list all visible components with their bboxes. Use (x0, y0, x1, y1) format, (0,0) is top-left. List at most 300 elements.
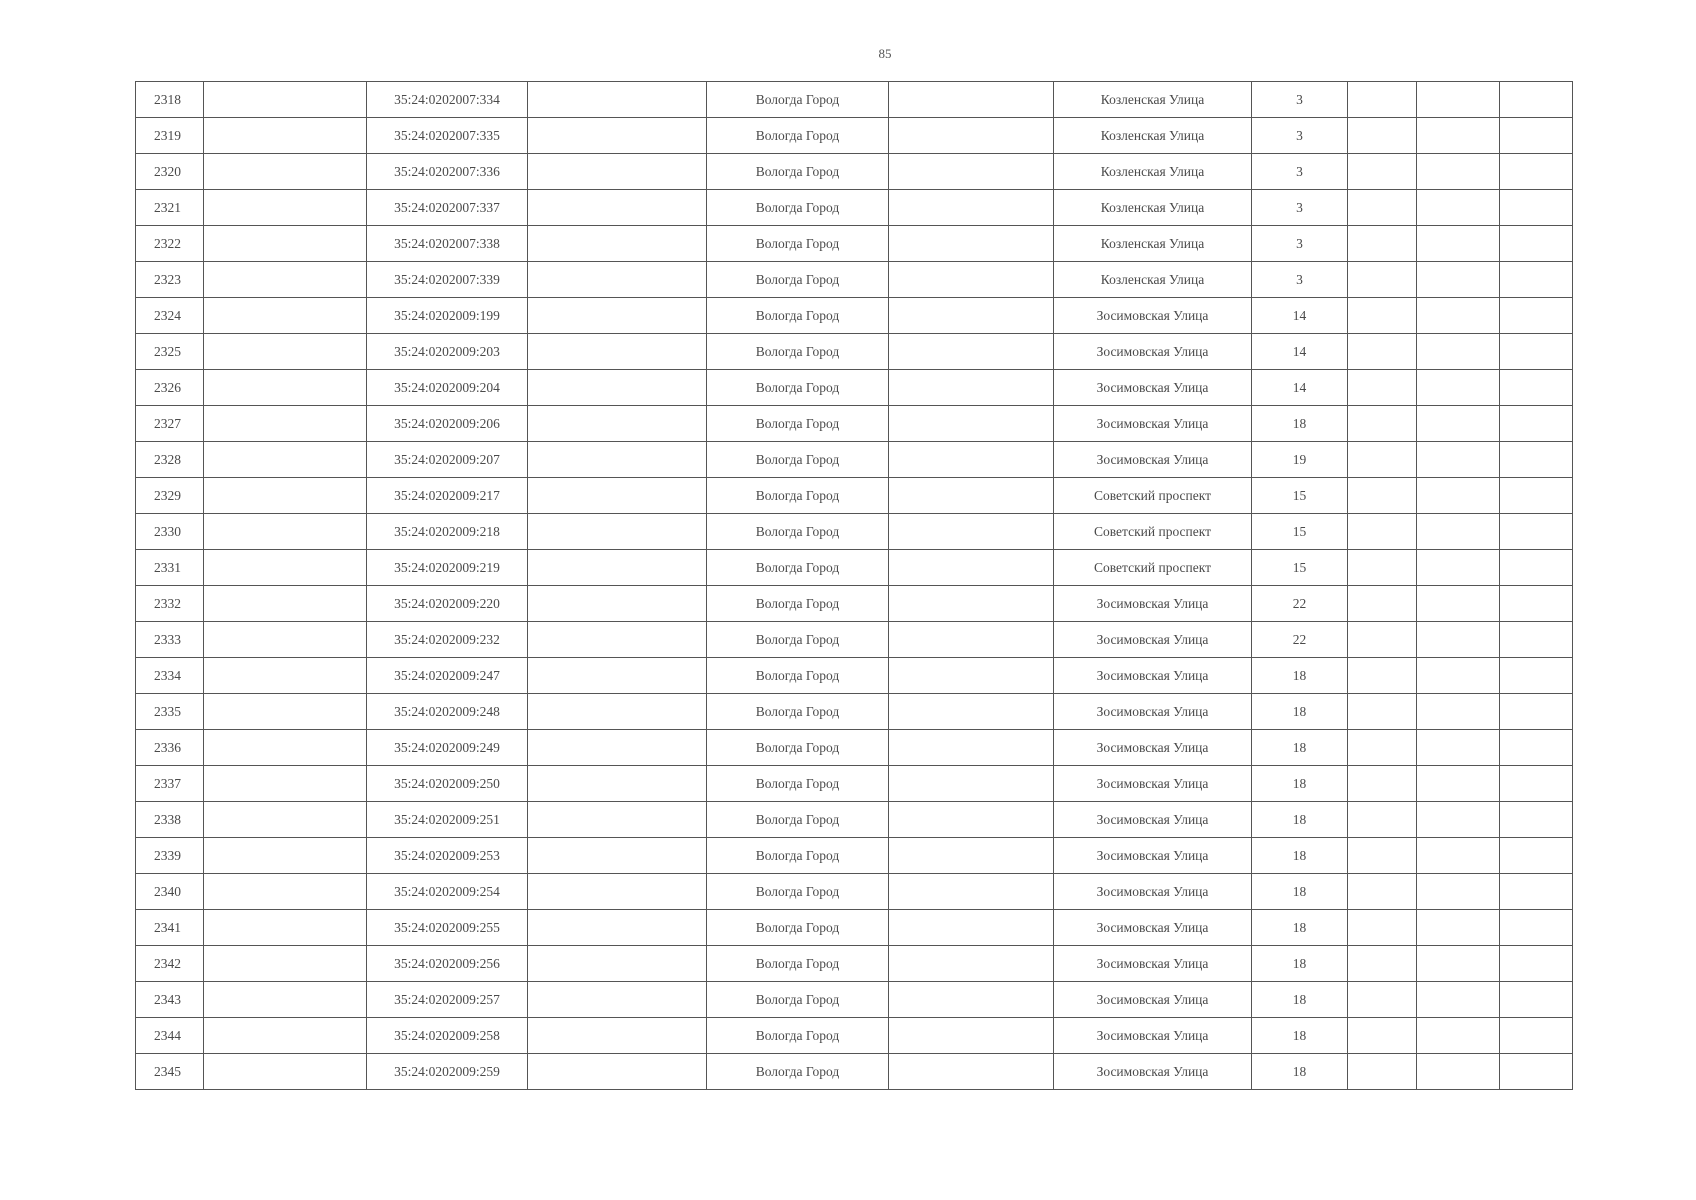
empty-cell (1500, 982, 1573, 1018)
row-number-cell: 2331 (136, 550, 204, 586)
cadastral-number-cell: 35:24:0202007:339 (367, 262, 528, 298)
empty-cell (889, 298, 1054, 334)
empty-cell (204, 478, 367, 514)
house-number-cell: 19 (1252, 442, 1348, 478)
row-number-cell: 2334 (136, 658, 204, 694)
empty-cell (204, 406, 367, 442)
row-number-cell: 2336 (136, 730, 204, 766)
table-row (136, 226, 1573, 262)
street-cell: Зосимовская Улица (1054, 586, 1252, 622)
cadastral-number-cell: 35:24:0202009:203 (367, 334, 528, 370)
empty-cell (1417, 190, 1500, 226)
row-number-cell: 2323 (136, 262, 204, 298)
row-number-cell: 2325 (136, 334, 204, 370)
empty-cell (889, 370, 1054, 406)
empty-cell (1500, 298, 1573, 334)
empty-cell (204, 370, 367, 406)
row-number-cell: 2341 (136, 910, 204, 946)
street-cell: Зосимовская Улица (1054, 658, 1252, 694)
house-number-cell: 14 (1252, 370, 1348, 406)
city-cell: Вологда Город (707, 118, 889, 154)
empty-cell (1348, 658, 1417, 694)
table-row (136, 478, 1573, 514)
empty-cell (1348, 442, 1417, 478)
empty-cell (528, 982, 707, 1018)
empty-cell (1417, 874, 1500, 910)
city-cell: Вологда Город (707, 874, 889, 910)
empty-cell (1417, 694, 1500, 730)
city-cell: Вологда Город (707, 802, 889, 838)
cadastral-number-cell: 35:24:0202009:219 (367, 550, 528, 586)
empty-cell (1500, 514, 1573, 550)
house-number-cell: 18 (1252, 658, 1348, 694)
street-cell: Зосимовская Улица (1054, 838, 1252, 874)
city-cell: Вологда Город (707, 910, 889, 946)
empty-cell (1417, 226, 1500, 262)
city-cell: Вологда Город (707, 514, 889, 550)
empty-cell (204, 766, 367, 802)
row-number-cell: 2333 (136, 622, 204, 658)
empty-cell (1417, 766, 1500, 802)
street-cell: Зосимовская Улица (1054, 982, 1252, 1018)
empty-cell (528, 658, 707, 694)
empty-cell (204, 154, 367, 190)
empty-cell (1348, 550, 1417, 586)
row-number-cell: 2319 (136, 118, 204, 154)
empty-cell (1500, 694, 1573, 730)
empty-cell (1500, 478, 1573, 514)
empty-cell (1348, 946, 1417, 982)
empty-cell (204, 946, 367, 982)
empty-cell (1348, 838, 1417, 874)
row-number-cell: 2339 (136, 838, 204, 874)
cadastral-number-cell: 35:24:0202007:337 (367, 190, 528, 226)
empty-cell (528, 874, 707, 910)
row-number-cell: 2338 (136, 802, 204, 838)
empty-cell (204, 334, 367, 370)
empty-cell (889, 154, 1054, 190)
empty-cell (528, 226, 707, 262)
cadastral-number-cell: 35:24:0202009:206 (367, 406, 528, 442)
cadastral-number-cell: 35:24:0202009:251 (367, 802, 528, 838)
empty-cell (1348, 982, 1417, 1018)
empty-cell (1348, 874, 1417, 910)
empty-cell (1348, 1054, 1417, 1090)
empty-cell (1500, 1018, 1573, 1054)
empty-cell (889, 550, 1054, 586)
empty-cell (1348, 370, 1417, 406)
cadastral-number-cell: 35:24:0202009:199 (367, 298, 528, 334)
empty-cell (1500, 226, 1573, 262)
empty-cell (1500, 910, 1573, 946)
cadastral-number-cell: 35:24:0202009:247 (367, 658, 528, 694)
empty-cell (1500, 1054, 1573, 1090)
table-row (136, 946, 1573, 982)
empty-cell (528, 838, 707, 874)
empty-cell (1348, 586, 1417, 622)
street-cell: Зосимовская Улица (1054, 802, 1252, 838)
empty-cell (204, 298, 367, 334)
table-row (136, 622, 1573, 658)
house-number-cell: 15 (1252, 550, 1348, 586)
table-row (136, 838, 1573, 874)
table-row (136, 982, 1573, 1018)
city-cell: Вологда Город (707, 82, 889, 118)
house-number-cell: 3 (1252, 190, 1348, 226)
house-number-cell: 3 (1252, 226, 1348, 262)
city-cell: Вологда Город (707, 442, 889, 478)
row-number-cell: 2343 (136, 982, 204, 1018)
row-number-cell: 2342 (136, 946, 204, 982)
house-number-cell: 3 (1252, 118, 1348, 154)
empty-cell (1500, 838, 1573, 874)
street-cell: Зосимовская Улица (1054, 730, 1252, 766)
empty-cell (889, 1018, 1054, 1054)
empty-cell (1348, 910, 1417, 946)
empty-cell (1348, 262, 1417, 298)
empty-cell (204, 1054, 367, 1090)
empty-cell (889, 262, 1054, 298)
cadastral-number-cell: 35:24:0202009:249 (367, 730, 528, 766)
empty-cell (204, 550, 367, 586)
table-row (136, 190, 1573, 226)
empty-cell (1417, 910, 1500, 946)
empty-cell (528, 118, 707, 154)
page-number: 85 (878, 46, 892, 61)
empty-cell (528, 154, 707, 190)
empty-cell (889, 190, 1054, 226)
house-number-cell: 18 (1252, 874, 1348, 910)
empty-cell (1348, 514, 1417, 550)
empty-cell (204, 82, 367, 118)
street-cell: Советский проспект (1054, 514, 1252, 550)
empty-cell (1348, 622, 1417, 658)
street-cell: Козленская Улица (1054, 190, 1252, 226)
city-cell: Вологда Город (707, 262, 889, 298)
cadastral-number-cell: 35:24:0202007:338 (367, 226, 528, 262)
empty-cell (528, 478, 707, 514)
row-number-cell: 2329 (136, 478, 204, 514)
street-cell: Зосимовская Улица (1054, 1054, 1252, 1090)
street-cell: Зосимовская Улица (1054, 946, 1252, 982)
empty-cell (528, 406, 707, 442)
empty-cell (528, 190, 707, 226)
registry-table (135, 81, 1573, 1090)
table-row (136, 406, 1573, 442)
empty-cell (1500, 946, 1573, 982)
empty-cell (528, 514, 707, 550)
street-cell: Зосимовская Улица (1054, 406, 1252, 442)
empty-cell (528, 946, 707, 982)
city-cell: Вологда Город (707, 406, 889, 442)
city-cell: Вологда Город (707, 982, 889, 1018)
empty-cell (1500, 406, 1573, 442)
empty-cell (889, 982, 1054, 1018)
table-row (136, 334, 1573, 370)
empty-cell (204, 1018, 367, 1054)
empty-cell (1500, 586, 1573, 622)
empty-cell (1417, 514, 1500, 550)
row-number-cell: 2330 (136, 514, 204, 550)
empty-cell (1417, 586, 1500, 622)
table-row (136, 658, 1573, 694)
row-number-cell: 2321 (136, 190, 204, 226)
street-cell: Козленская Улица (1054, 82, 1252, 118)
table-row (136, 118, 1573, 154)
street-cell: Козленская Улица (1054, 154, 1252, 190)
empty-cell (1417, 946, 1500, 982)
empty-cell (1500, 334, 1573, 370)
empty-cell (1417, 478, 1500, 514)
empty-cell (1500, 550, 1573, 586)
city-cell: Вологда Город (707, 370, 889, 406)
table-row (136, 442, 1573, 478)
house-number-cell: 15 (1252, 478, 1348, 514)
cadastral-number-cell: 35:24:0202009:217 (367, 478, 528, 514)
empty-cell (528, 730, 707, 766)
city-cell: Вологда Город (707, 334, 889, 370)
empty-cell (889, 622, 1054, 658)
cadastral-number-cell: 35:24:0202009:220 (367, 586, 528, 622)
house-number-cell: 18 (1252, 1018, 1348, 1054)
empty-cell (889, 766, 1054, 802)
cadastral-number-cell: 35:24:0202009:256 (367, 946, 528, 982)
empty-cell (889, 406, 1054, 442)
empty-cell (1417, 1018, 1500, 1054)
empty-cell (1348, 478, 1417, 514)
empty-cell (889, 910, 1054, 946)
table-row (136, 514, 1573, 550)
empty-cell (528, 262, 707, 298)
empty-cell (204, 910, 367, 946)
house-number-cell: 22 (1252, 586, 1348, 622)
house-number-cell: 18 (1252, 730, 1348, 766)
empty-cell (1417, 802, 1500, 838)
empty-cell (1500, 370, 1573, 406)
empty-cell (1417, 442, 1500, 478)
city-cell: Вологда Город (707, 550, 889, 586)
house-number-cell: 18 (1252, 946, 1348, 982)
city-cell: Вологда Город (707, 154, 889, 190)
empty-cell (204, 586, 367, 622)
empty-cell (1348, 730, 1417, 766)
table-row (136, 82, 1573, 118)
cadastral-number-cell: 35:24:0202009:204 (367, 370, 528, 406)
empty-cell (528, 1054, 707, 1090)
row-number-cell: 2328 (136, 442, 204, 478)
table-row (136, 586, 1573, 622)
city-cell: Вологда Город (707, 766, 889, 802)
empty-cell (889, 82, 1054, 118)
house-number-cell: 22 (1252, 622, 1348, 658)
street-cell: Козленская Улица (1054, 262, 1252, 298)
house-number-cell: 18 (1252, 802, 1348, 838)
row-number-cell: 2327 (136, 406, 204, 442)
house-number-cell: 14 (1252, 334, 1348, 370)
house-number-cell: 18 (1252, 910, 1348, 946)
empty-cell (528, 910, 707, 946)
empty-cell (1417, 982, 1500, 1018)
empty-cell (889, 1054, 1054, 1090)
empty-cell (204, 622, 367, 658)
empty-cell (204, 874, 367, 910)
empty-cell (1417, 730, 1500, 766)
city-cell: Вологда Город (707, 730, 889, 766)
street-cell: Советский проспект (1054, 478, 1252, 514)
empty-cell (889, 118, 1054, 154)
empty-cell (1348, 118, 1417, 154)
empty-cell (528, 334, 707, 370)
empty-cell (1500, 262, 1573, 298)
empty-cell (889, 658, 1054, 694)
street-cell: Зосимовская Улица (1054, 874, 1252, 910)
empty-cell (1500, 622, 1573, 658)
empty-cell (889, 226, 1054, 262)
house-number-cell: 18 (1252, 982, 1348, 1018)
empty-cell (204, 982, 367, 1018)
street-cell: Зосимовская Улица (1054, 334, 1252, 370)
table-row (136, 262, 1573, 298)
empty-cell (1348, 766, 1417, 802)
empty-cell (1348, 154, 1417, 190)
empty-cell (1348, 694, 1417, 730)
empty-cell (204, 694, 367, 730)
empty-cell (204, 190, 367, 226)
empty-cell (204, 730, 367, 766)
empty-cell (1417, 154, 1500, 190)
empty-cell (1500, 154, 1573, 190)
empty-cell (204, 262, 367, 298)
empty-cell (1417, 550, 1500, 586)
row-number-cell: 2345 (136, 1054, 204, 1090)
empty-cell (204, 802, 367, 838)
row-number-cell: 2337 (136, 766, 204, 802)
cadastral-number-cell: 35:24:0202007:336 (367, 154, 528, 190)
empty-cell (1417, 622, 1500, 658)
city-cell: Вологда Город (707, 586, 889, 622)
empty-cell (1417, 1054, 1500, 1090)
city-cell: Вологда Город (707, 190, 889, 226)
empty-cell (889, 802, 1054, 838)
row-number-cell: 2324 (136, 298, 204, 334)
house-number-cell: 18 (1252, 838, 1348, 874)
street-cell: Зосимовская Улица (1054, 622, 1252, 658)
empty-cell (1500, 874, 1573, 910)
empty-cell (889, 442, 1054, 478)
row-number-cell: 2332 (136, 586, 204, 622)
empty-cell (1417, 838, 1500, 874)
cadastral-number-cell: 35:24:0202009:259 (367, 1054, 528, 1090)
empty-cell (889, 334, 1054, 370)
house-number-cell: 18 (1252, 1054, 1348, 1090)
city-cell: Вологда Город (707, 1054, 889, 1090)
table-body (136, 82, 1573, 1090)
street-cell: Зосимовская Улица (1054, 694, 1252, 730)
empty-cell (889, 694, 1054, 730)
table-row (136, 154, 1573, 190)
table-row (136, 910, 1573, 946)
empty-cell (1417, 370, 1500, 406)
cadastral-number-cell: 35:24:0202009:232 (367, 622, 528, 658)
house-number-cell: 18 (1252, 694, 1348, 730)
empty-cell (1500, 766, 1573, 802)
cadastral-number-cell: 35:24:0202007:335 (367, 118, 528, 154)
table-row (136, 874, 1573, 910)
cadastral-number-cell: 35:24:0202009:207 (367, 442, 528, 478)
table-row (136, 730, 1573, 766)
empty-cell (204, 118, 367, 154)
house-number-cell: 18 (1252, 406, 1348, 442)
empty-cell (1417, 82, 1500, 118)
empty-cell (1500, 190, 1573, 226)
city-cell: Вологда Город (707, 694, 889, 730)
house-number-cell: 3 (1252, 262, 1348, 298)
row-number-cell: 2326 (136, 370, 204, 406)
city-cell: Вологда Город (707, 658, 889, 694)
empty-cell (1348, 334, 1417, 370)
empty-cell (528, 694, 707, 730)
empty-cell (1500, 442, 1573, 478)
cadastral-number-cell: 35:24:0202009:218 (367, 514, 528, 550)
row-number-cell: 2320 (136, 154, 204, 190)
row-number-cell: 2344 (136, 1018, 204, 1054)
cadastral-number-cell: 35:24:0202009:258 (367, 1018, 528, 1054)
empty-cell (1417, 118, 1500, 154)
city-cell: Вологда Город (707, 838, 889, 874)
street-cell: Козленская Улица (1054, 226, 1252, 262)
cadastral-number-cell: 35:24:0202009:250 (367, 766, 528, 802)
city-cell: Вологда Город (707, 622, 889, 658)
house-number-cell: 3 (1252, 154, 1348, 190)
row-number-cell: 2340 (136, 874, 204, 910)
empty-cell (889, 730, 1054, 766)
table-row (136, 766, 1573, 802)
empty-cell (1417, 334, 1500, 370)
empty-cell (889, 838, 1054, 874)
empty-cell (528, 802, 707, 838)
empty-cell (1500, 118, 1573, 154)
cadastral-number-cell: 35:24:0202009:253 (367, 838, 528, 874)
empty-cell (889, 946, 1054, 982)
empty-cell (889, 874, 1054, 910)
empty-cell (1500, 730, 1573, 766)
empty-cell (889, 586, 1054, 622)
empty-cell (1348, 298, 1417, 334)
street-cell: Зосимовская Улица (1054, 298, 1252, 334)
house-number-cell: 15 (1252, 514, 1348, 550)
street-cell: Зосимовская Улица (1054, 442, 1252, 478)
empty-cell (204, 514, 367, 550)
empty-cell (889, 514, 1054, 550)
empty-cell (528, 82, 707, 118)
table-row (136, 694, 1573, 730)
empty-cell (528, 766, 707, 802)
empty-cell (204, 838, 367, 874)
empty-cell (1500, 802, 1573, 838)
cadastral-number-cell: 35:24:0202009:257 (367, 982, 528, 1018)
table-row (136, 1054, 1573, 1090)
empty-cell (528, 622, 707, 658)
city-cell: Вологда Город (707, 478, 889, 514)
empty-cell (889, 478, 1054, 514)
table-row (136, 370, 1573, 406)
street-cell: Зосимовская Улица (1054, 766, 1252, 802)
house-number-cell: 14 (1252, 298, 1348, 334)
empty-cell (1348, 406, 1417, 442)
empty-cell (1348, 190, 1417, 226)
street-cell: Зосимовская Улица (1054, 1018, 1252, 1054)
cadastral-number-cell: 35:24:0202007:334 (367, 82, 528, 118)
